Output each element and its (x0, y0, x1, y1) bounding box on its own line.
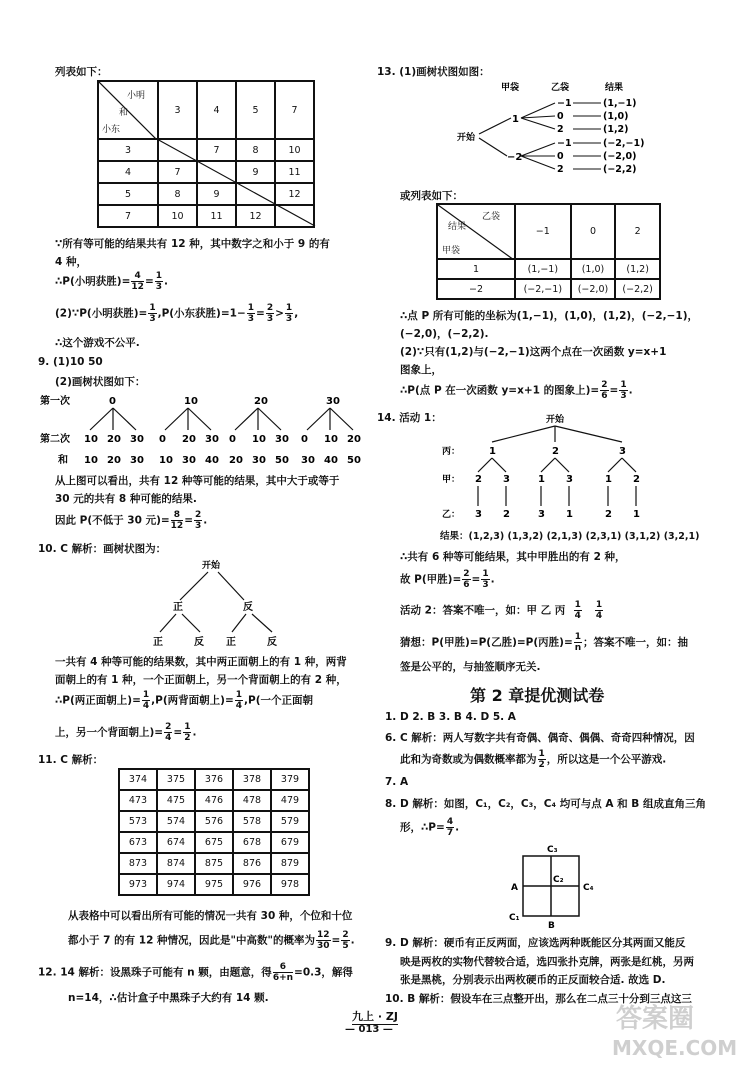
answers-line8: 映是两枚的实物代替较合适，选四张扑克牌，两张是红桃，另两 (400, 956, 694, 968)
q13-leaves (521, 98, 644, 175)
hdr-jieguo: 结果 (448, 222, 467, 232)
col-head: 2 (615, 204, 660, 259)
q14-tree (475, 426, 640, 520)
q13-yi: 乙袋 (551, 83, 570, 93)
table-cell: 379 (271, 769, 309, 790)
row-head: 7 (98, 205, 158, 227)
table-cell: (1,−1) (515, 259, 571, 279)
q9-sum: 30 (130, 455, 144, 466)
watermark-url: MXQE.COM (612, 1036, 738, 1060)
q14-line5: 猜想：P(甲胜)=P(乙胜)=P(丙胜)= $\frac{1}{n}$ ；答案不唯一，如：抽 (400, 632, 689, 653)
q9-leaf: 0 (159, 434, 166, 445)
table-cell: 579 (271, 811, 309, 832)
answers-line10: 10. B 解析：假设车在三点整开出，那么在二点三十分到三点这三 (385, 993, 692, 1005)
fraction: $\frac{1}{3}$ (247, 303, 255, 324)
q10-line4: ∴P(两正面朝上)= $\frac{1}{4}$ ,P(两背面朝上)= $\frac{1}{4}$ ,P(一个正面朝 (55, 690, 314, 711)
q14-results: 结果：(1,2,3) (1,3,2) (2,1,3) (2,3,1) (3,1,2) (3,2,1) (440, 531, 700, 542)
sum-table-corner (98, 81, 158, 139)
q13-leaf: 2 (557, 124, 564, 135)
table-diagonal-line (155, 138, 317, 228)
q14-branch (492, 458, 506, 472)
q14-mid-node: 3 (503, 474, 510, 485)
table-cell: 8 (236, 139, 275, 161)
q14-bottom-node: 1 (566, 509, 573, 520)
q14-line4: 活动 2：答案不唯一，如：甲 乙 丙 $\frac{1}{4}$ $\frac{1}{4}$ (400, 600, 603, 621)
q9-leaf: 20 (107, 434, 121, 445)
fraction: $\frac{1}{2}$ (538, 749, 545, 770)
label-c2: C₂ (553, 875, 564, 885)
q9-line4: 30 元的共有 8 种可能的结果. (55, 493, 197, 505)
q10-leaf-fan: 反 (194, 637, 204, 648)
q9-leaf: 20 (182, 434, 196, 445)
p1-line5: ∴这个游戏不公平. (55, 337, 140, 349)
q14-mid-node: 2 (633, 474, 640, 485)
table-row (119, 874, 309, 895)
q13-jia: 甲袋 (501, 83, 520, 93)
q11-line2: 从表格中可以看出所有可能的情况一共有 30 种，个位和十位 (68, 910, 353, 922)
q14-branch (541, 458, 555, 472)
label-c1: C₁ (509, 913, 520, 923)
q10-line5: 上，另一个背面朝上)= $\frac{2}{4}$ = $\frac{1}{2}$ . (55, 722, 197, 743)
table-cell: 973 (119, 874, 157, 895)
q9-sum: 30 (301, 455, 315, 466)
q9-branch (165, 408, 188, 430)
table-cell: 7 (197, 139, 236, 161)
q9-branch (307, 408, 330, 430)
answers-line5: 8. D 解析：如图，C₁，C₂，C₃，C₄ 均可与点 A 和 B 组成直角三角 (385, 798, 706, 810)
q14-branch (555, 426, 622, 442)
q13-result: (−2,−1) (603, 138, 645, 149)
q13-result: (1,2) (603, 124, 629, 135)
table-cell: 874 (157, 853, 195, 874)
q9-branch (188, 408, 211, 430)
col-head: 0 (571, 204, 616, 259)
answers-line2: 6. C 解析：两人写数字共有奇偶、偶奇、偶偶、奇奇四种情况，因 (385, 732, 695, 744)
q13-line7: ∴P(点 P 在一次函数 y=x+1 的图象上)= $\frac{2}{6}$ = $\frac{1}{3}$ . (400, 380, 633, 401)
table-cell: 374 (119, 769, 157, 790)
hdr-he: 和 (119, 108, 129, 118)
table-cell: 679 (271, 832, 309, 853)
q10-leaf-zheng: 正 (226, 637, 236, 648)
fraction: $\frac{12}{30}$ (316, 930, 330, 951)
q9-first-label: 第一次 (40, 396, 70, 407)
q13-line3: ∴点 P 所有可能的坐标为(1,−1)，(1,0)，(1,2)，(−2,−1)， (400, 310, 698, 322)
table-cell: 876 (233, 853, 271, 874)
q14-start: 开始 (546, 415, 565, 425)
fraction: $\frac{4}{7}$ (446, 817, 454, 838)
q9-tree-diagram (38, 390, 368, 470)
q9-branch (90, 408, 113, 430)
q9-leaf: 20 (347, 434, 361, 445)
q9-he-label: 和 (58, 455, 68, 466)
q9-branch (330, 408, 353, 430)
table-row (119, 769, 309, 790)
q9-top-node: 30 (326, 396, 340, 407)
q14-jia: 甲： (442, 475, 461, 485)
fraction: $\frac{6}{6+n}$ (272, 962, 294, 983)
table-cell: 10 (158, 205, 197, 227)
row-head: −2 (437, 279, 515, 299)
q9-line3: 从上图可以看出，共有 12 种等可能的结果，其中大于或等于 (55, 475, 340, 487)
q14-mid-node: 1 (538, 474, 545, 485)
q14-branch (608, 458, 622, 472)
table-cell: 578 (233, 811, 271, 832)
table-cell: 7 (158, 161, 197, 183)
fraction: $\frac{1}{3}$ (149, 303, 156, 324)
fraction: $\frac{1}{4}$ (235, 690, 243, 711)
fraction: $\frac{1}{n}$ (574, 632, 582, 653)
page-number: — 013 — (345, 1024, 393, 1035)
table-cell: 11 (197, 205, 236, 227)
table-cell: 378 (233, 769, 271, 790)
q9-sum: 40 (324, 455, 338, 466)
q13-branch (521, 156, 555, 169)
q14-line6: 签是公平的，与抽签顺序无关. (400, 661, 541, 673)
table-cell: 9 (197, 183, 236, 205)
q13-branch (521, 143, 555, 156)
q10-start: 开始 (202, 561, 221, 571)
fraction: $\frac{2}{3}$ (195, 510, 202, 531)
q14-tree-diagram (440, 410, 660, 530)
q9-sum: 30 (252, 455, 266, 466)
hdr-xiaoming: 小明 (127, 91, 146, 101)
q10-tree-diagram (140, 556, 300, 648)
q14-line1: 14. 活动 1： (377, 412, 442, 424)
table-cell: 479 (271, 790, 309, 811)
q14-bottom-node: 3 (538, 509, 545, 520)
q14-line2: ∴共有 6 种等可能结果，其中甲胜出的有 2 种， (400, 551, 626, 563)
q9-line5: 因此 P(不低于 30 元)= $\frac{8}{12}$ = $\frac{2}{3}$ . (55, 510, 208, 531)
fraction: $\frac{2}{6}$ (463, 569, 470, 590)
q10-line1: 10. C 解析：画树状图为： (38, 543, 167, 555)
p1-line1: ∵所有等可能的结果共有 12 种，其中数字之和小于 9 的有 (55, 238, 330, 250)
q13-result: (1,0) (603, 111, 629, 122)
q9-leaf: 10 (252, 434, 266, 445)
q9-sum: 10 (84, 455, 98, 466)
q14-bottom-node: 2 (503, 509, 510, 520)
q14-line3: 故 P(甲胜)= $\frac{2}{6}$ = $\frac{1}{3}$ . (400, 569, 495, 590)
q13-branch (521, 118, 555, 129)
table-cell: 976 (233, 874, 271, 895)
p1-line3: ∴P(小明获胜)= $\frac{4}{12}$ = $\frac{1}{3}$ . (55, 271, 169, 292)
table-cell: 12 (236, 205, 275, 227)
watermark-logo: 答案圈 (616, 1004, 695, 1034)
q10-zheng: 正 (173, 602, 183, 613)
q13-leaf: 0 (557, 111, 564, 122)
q9-sum: 20 (229, 455, 243, 466)
chapter-title: 第 2 章提优测试卷 (470, 686, 605, 705)
q13-result: (−2,2) (603, 164, 637, 175)
table-cell: 11 (275, 161, 314, 183)
answers-line7: 9. D 解析：硬币有正反两面，应该选两种既能区分其两面又能反 (385, 937, 686, 949)
q9-leaf: 0 (229, 434, 236, 445)
table-cell: 9 (236, 161, 275, 183)
table-cell: (−2,0) (571, 279, 616, 299)
list-title: 列表如下： (55, 66, 108, 78)
table-cell: 875 (195, 853, 233, 874)
col-head: 7 (275, 81, 314, 139)
q9-leaf: 30 (205, 434, 219, 445)
q9-line1: 9. (1)10 50 (38, 356, 103, 368)
table-cell: 476 (195, 790, 233, 811)
q10-leaf-fan: 反 (267, 637, 277, 648)
fraction: $\frac{4}{12}$ (131, 271, 144, 292)
answers-line1: 1. D 2. B 3. B 4. D 5. A (385, 711, 516, 723)
table-cell: 673 (119, 832, 157, 853)
q11-line1: 11. C 解析： (38, 754, 104, 766)
table-cell: 8 (158, 183, 197, 205)
fraction: $\frac{1}{4}$ (574, 600, 581, 621)
table-cell: 473 (119, 790, 157, 811)
q13-tree-diagram (455, 78, 670, 182)
q14-mid-node: 2 (475, 474, 482, 485)
q14-branch (478, 458, 492, 472)
q9-sum: 40 (205, 455, 219, 466)
row-head: 4 (98, 161, 158, 183)
table-row (119, 832, 309, 853)
row-head: 5 (98, 183, 158, 205)
fraction: $\frac{2}{3}$ (266, 303, 274, 324)
q9-sum: 50 (347, 455, 361, 466)
fraction: $\frac{2}{4}$ (165, 722, 172, 743)
q9-leaf: 30 (130, 434, 144, 445)
col-head: 4 (197, 81, 236, 139)
hdr-xiaodong: 小东 (102, 125, 121, 135)
table-cell: 975 (195, 874, 233, 895)
q9-sum: 50 (275, 455, 289, 466)
q14-yi: 乙： (442, 510, 461, 520)
q8-grid-figure (505, 840, 605, 932)
q13-line1: 13. (1)画树状图如图： (377, 66, 490, 78)
q13-result: (1,−1) (603, 98, 637, 109)
q14-branch (492, 426, 555, 442)
label-c4: C₄ (583, 883, 594, 893)
table-cell: (−2,−1) (515, 279, 571, 299)
q9-leaf: 30 (275, 434, 289, 445)
q13-branch-1: 1 (512, 114, 519, 125)
q14-mid-node: 1 (605, 474, 612, 485)
p1-line4: (2)∵P(小明获胜)= $\frac{1}{3}$ ,P(小东获胜)=1− $\frac{1}{3}$ = $\frac{2}{3}$ > $\frac{1}{3}$ , (55, 303, 299, 324)
q13-line6: 图象上， (400, 364, 442, 376)
fraction: $\frac{1}{3}$ (482, 569, 489, 590)
footer-label: 九上 · ZJ (352, 1010, 398, 1023)
col-head: 5 (236, 81, 275, 139)
table-cell: 12 (275, 183, 314, 205)
answers-line9: 张是黑桃，分别表示出两枚硬币的正反面较合适. 故选 D. (400, 974, 666, 986)
fraction: $\frac{1}{2}$ (184, 722, 191, 743)
fraction: $\frac{1}{4}$ (142, 690, 150, 711)
row-head: 3 (98, 139, 158, 161)
table-cell: 674 (157, 832, 195, 853)
q10-line3: 面朝上的有 1 种，一个正面朝上，另一个背面朝上的有 2 种， (55, 674, 347, 686)
q9-tree (84, 396, 361, 466)
label-b: B (548, 921, 555, 931)
q9-line2: (2)画树状图如下： (55, 376, 146, 388)
q14-bottom-node: 2 (605, 509, 612, 520)
q14-bottom-node: 1 (633, 509, 640, 520)
label-a: A (511, 883, 518, 893)
table-cell: (1,0) (571, 259, 616, 279)
table-cell: 10 (275, 139, 314, 161)
q9-top-node: 0 (109, 396, 116, 407)
q13-line4: (−2,0)，(−2,2). (400, 328, 489, 340)
q13-table (436, 203, 661, 300)
q9-branch (235, 408, 258, 430)
table-cell: 376 (195, 769, 233, 790)
table-row (437, 279, 660, 299)
table-cell: 974 (157, 874, 195, 895)
q13-table-corner (437, 204, 515, 259)
q9-sum: 30 (182, 455, 196, 466)
q13-leaf: 0 (557, 151, 564, 162)
answers-line4: 7. A (385, 776, 409, 788)
q9-branch (258, 408, 281, 430)
col-head: 3 (158, 81, 197, 139)
q9-branch (113, 408, 136, 430)
q11-table (118, 768, 310, 896)
q13-result: (−2,0) (603, 151, 637, 162)
q14-top-node: 2 (552, 446, 559, 457)
q14-mid-node: 3 (566, 474, 573, 485)
q13-leaf: 2 (557, 164, 564, 175)
table-cell: 879 (271, 853, 309, 874)
q9-leaf: 0 (301, 434, 308, 445)
q14-top-node: 3 (619, 446, 626, 457)
answers-line3: 此和为奇数或为偶数概率都为 $\frac{1}{2}$ ，所以这是一个公平游戏. (400, 749, 667, 770)
q13-leaf: −1 (557, 98, 572, 109)
table-cell: (1,2) (615, 259, 660, 279)
table-cell: 475 (157, 790, 195, 811)
table-row (119, 790, 309, 811)
q13-leaf: −1 (557, 138, 572, 149)
q14-branch (555, 458, 569, 472)
table-cell: 478 (233, 790, 271, 811)
table-row (119, 811, 309, 832)
q13-line5: (2)∵只有(1,2)与(−2,−1)这两个点在一次函数 y=x+1 (400, 346, 667, 358)
q9-second-label: 第二次 (40, 434, 70, 445)
q14-top-node: 1 (489, 446, 496, 457)
answers-line6: 形，∴P= $\frac{4}{7}$ . (400, 817, 460, 838)
q9-sum: 10 (159, 455, 173, 466)
table-cell: 675 (195, 832, 233, 853)
fraction: $\frac{8}{12}$ (170, 510, 184, 531)
q12-line1: 12. 14 解析：设黑珠子可能有 n 颗，由题意，得 $\frac{6}{6+n}$ =0.3，解得 (38, 962, 353, 983)
q13-line2: 或列表如下： (400, 190, 463, 202)
q11-line3: 都小于 7 的有 12 种情况，因此是"中高数"的概率为 $\frac{12}{30}$ = $\frac{2}{5}$ . (68, 930, 355, 951)
q9-top-node: 10 (184, 396, 198, 407)
text: ∴P(小明获胜)= (55, 275, 131, 288)
table-cell: (−2,2) (615, 279, 660, 299)
fraction: $\frac{1}{3}$ (620, 380, 627, 401)
fraction: $\frac{2}{6}$ (601, 380, 608, 401)
q14-bing: 丙： (442, 447, 461, 457)
label-c3: C₃ (547, 845, 558, 855)
col-head: −1 (515, 204, 571, 259)
q14-bottom-node: 3 (475, 509, 482, 520)
q9-leaf: 10 (324, 434, 338, 445)
row-head: 1 (437, 259, 515, 279)
q13-branch-2: −2 (507, 152, 523, 163)
fraction: $\frac{1}{4}$ (595, 600, 603, 621)
fraction: $\frac{2}{5}$ (342, 930, 349, 951)
table-cell: 375 (157, 769, 195, 790)
table-row (119, 853, 309, 874)
q10-fan: 反 (243, 602, 253, 613)
q12-line2: n=14，∴估计盒子中黑珠子大约有 14 颗. (68, 992, 269, 1004)
q9-top-node: 20 (254, 396, 268, 407)
p1-line2: 4 种， (55, 256, 87, 268)
q10-line2: 一共有 4 种等可能的结果数，其中两正面朝上的有 1 种，两背 (55, 656, 347, 668)
table-cell: 873 (119, 853, 157, 874)
q9-sum: 20 (107, 455, 121, 466)
table-cell: 576 (195, 811, 233, 832)
table-cell: 573 (119, 811, 157, 832)
hdr-yi: 乙袋 (482, 212, 501, 222)
hdr-jia: 甲袋 (442, 246, 461, 256)
table-cell: 978 (271, 874, 309, 895)
q14-branch (622, 458, 636, 472)
q13-jieguo: 结果 (605, 83, 624, 93)
q13-table-grid (436, 203, 661, 300)
q9-leaf: 10 (84, 434, 98, 445)
table-cell: 678 (233, 832, 271, 853)
table-cell: 574 (157, 811, 195, 832)
table-row (437, 259, 660, 279)
q13-start: 开始 (457, 133, 476, 143)
q10-leaf-zheng: 正 (153, 637, 163, 648)
fraction: $\frac{1}{3}$ (155, 271, 163, 292)
fraction: $\frac{1}{3}$ (285, 303, 293, 324)
